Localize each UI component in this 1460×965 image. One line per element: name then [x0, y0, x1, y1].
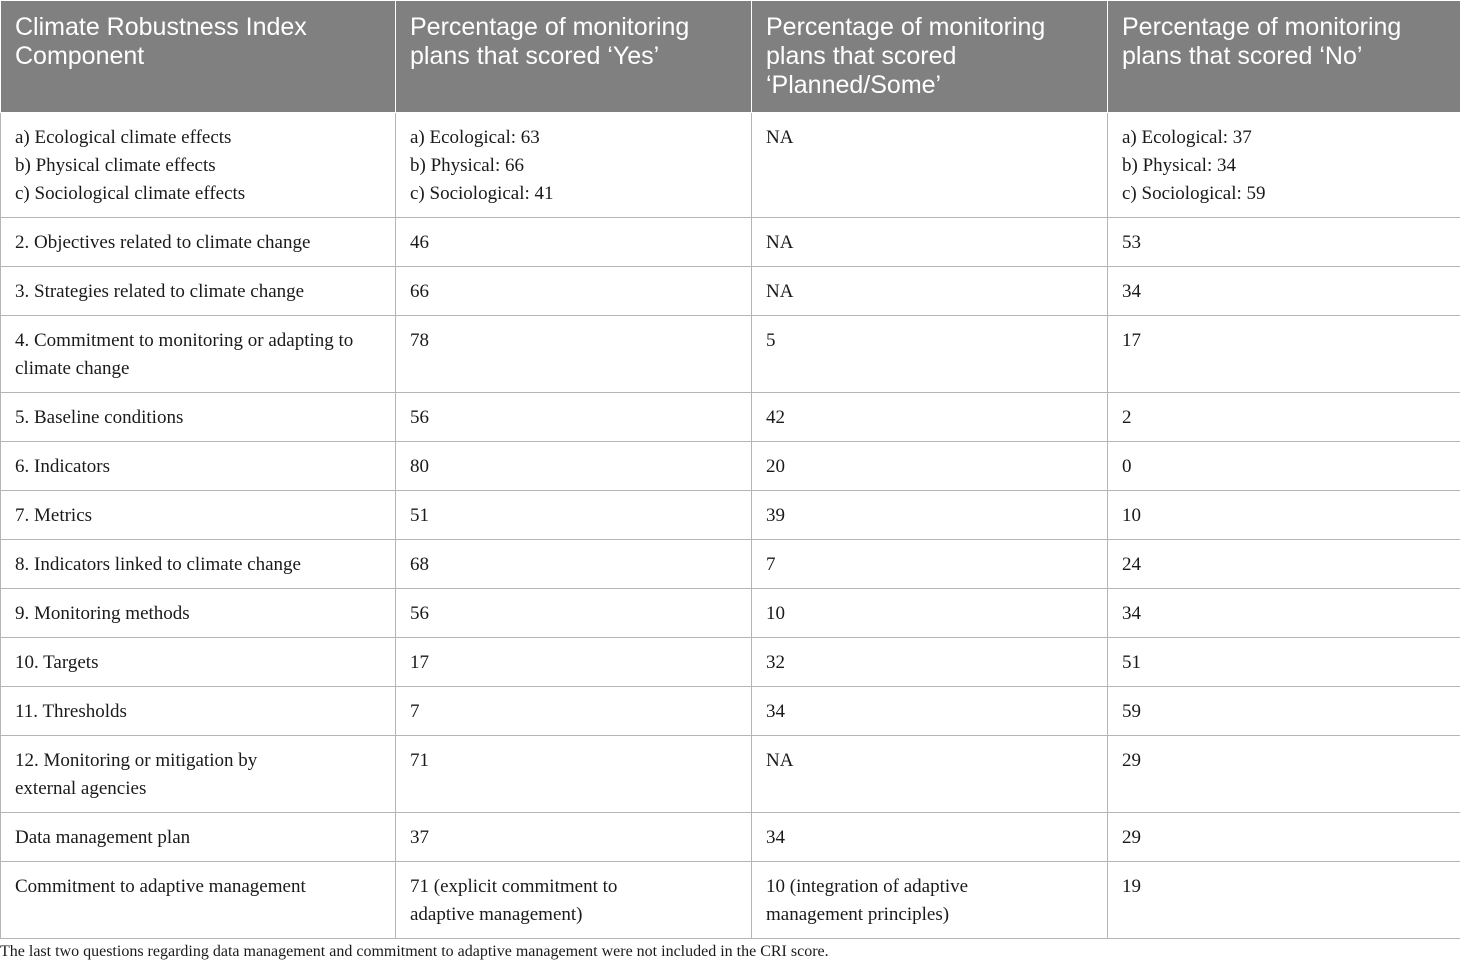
- table-row: [1, 316, 1460, 393]
- component-cell: [1, 113, 396, 218]
- header-row: [1, 1, 1460, 113]
- no-cell: 24: [1108, 540, 1460, 589]
- no-cell: 10: [1108, 491, 1460, 540]
- planned-cell: [752, 862, 1108, 939]
- component-cell: 8. Indicators linked to climate change: [1, 540, 396, 589]
- planned-cell: 34: [752, 813, 1108, 862]
- table-footnote: The last two questions regarding data management and commitment to adaptive management were not included in the CRI score.: [0, 943, 829, 960]
- table-row: [1, 813, 1460, 862]
- cell-line: a) Ecological climate effects: [15, 127, 232, 148]
- no-cell: 34: [1108, 589, 1460, 638]
- yes-cell: 78: [396, 316, 752, 393]
- no-cell: 34: [1108, 267, 1460, 316]
- table-row: [1, 862, 1460, 939]
- planned-cell: 20: [752, 442, 1108, 491]
- yes-cell: 80: [396, 442, 752, 491]
- table-row: [1, 736, 1460, 813]
- planned-cell: NA: [752, 218, 1108, 267]
- yes-cell: 56: [396, 393, 752, 442]
- component-cell: Commitment to adaptive management: [1, 862, 396, 939]
- planned-cell: 5: [752, 316, 1108, 393]
- component-cell: 9. Monitoring methods: [1, 589, 396, 638]
- planned-cell: NA: [752, 267, 1108, 316]
- no-cell: 29: [1108, 813, 1460, 862]
- no-cell: 29: [1108, 736, 1460, 813]
- yes-cell: 66: [396, 267, 752, 316]
- cell-line: c) Sociological: 41: [410, 183, 554, 204]
- no-cell: 2: [1108, 393, 1460, 442]
- cell-line: a) Ecological: 37: [1122, 127, 1252, 148]
- component-cell: 10. Targets: [1, 638, 396, 687]
- cell-line: a) Ecological: 63: [410, 127, 540, 148]
- planned-cell: 34: [752, 687, 1108, 736]
- component-cell: 6. Indicators: [1, 442, 396, 491]
- planned-cell: 32: [752, 638, 1108, 687]
- table-row: [1, 638, 1460, 687]
- cell-line: external agencies: [15, 778, 147, 799]
- cell-line: 10 (integration of adaptive: [766, 876, 969, 897]
- cell-line: b) Physical: 34: [1122, 155, 1236, 176]
- no-cell: 59: [1108, 687, 1460, 736]
- component-cell: [1, 736, 396, 813]
- cell-line: 12. Monitoring or mitigation by: [15, 750, 258, 771]
- cell-line: b) Physical climate effects: [15, 155, 216, 176]
- table-row: [1, 540, 1460, 589]
- component-cell: 2. Objectives related to climate change: [1, 218, 396, 267]
- yes-cell: 46: [396, 218, 752, 267]
- no-cell: 0: [1108, 442, 1460, 491]
- yes-cell: 7: [396, 687, 752, 736]
- yes-cell: 68: [396, 540, 752, 589]
- table-row: [1, 687, 1460, 736]
- component-cell: 7. Metrics: [1, 491, 396, 540]
- planned-cell: NA: [752, 113, 1108, 218]
- table-row: [1, 393, 1460, 442]
- yes-cell: 56: [396, 589, 752, 638]
- yes-cell: [396, 862, 752, 939]
- cell-line: c) Sociological climate effects: [15, 183, 246, 204]
- no-cell: [1108, 113, 1460, 218]
- header-component: Climate Robustness Index Component: [1, 1, 396, 113]
- no-cell: 17: [1108, 316, 1460, 393]
- header-no: Percentage of monitoring plans that scored ‘No’: [1108, 1, 1460, 113]
- table-row: [1, 442, 1460, 491]
- cell-line: management principles): [766, 904, 950, 925]
- table-row: [1, 589, 1460, 638]
- no-cell: 53: [1108, 218, 1460, 267]
- table-row: [1, 267, 1460, 316]
- header-planned: Percentage of monitoring plans that scored ‘Planned/Some’: [752, 1, 1108, 113]
- yes-cell: 71: [396, 736, 752, 813]
- cell-line: 71 (explicit commitment to: [410, 876, 618, 897]
- planned-cell: 10: [752, 589, 1108, 638]
- planned-cell: 39: [752, 491, 1108, 540]
- cell-line: adaptive management): [410, 904, 583, 925]
- planned-cell: 42: [752, 393, 1108, 442]
- yes-cell: [396, 113, 752, 218]
- cell-line: b) Physical: 66: [410, 155, 524, 176]
- component-cell: 4. Commitment to monitoring or adapting to climate change: [1, 316, 396, 393]
- yes-cell: 37: [396, 813, 752, 862]
- planned-cell: NA: [752, 736, 1108, 813]
- component-cell: Data management plan: [1, 813, 396, 862]
- yes-cell: 51: [396, 491, 752, 540]
- component-cell: 5. Baseline conditions: [1, 393, 396, 442]
- cell-line: c) Sociological: 59: [1122, 183, 1266, 204]
- yes-cell: 17: [396, 638, 752, 687]
- component-cell: 11. Thresholds: [1, 687, 396, 736]
- header-yes: Percentage of monitoring plans that scored ‘Yes’: [396, 1, 752, 113]
- planned-cell: 7: [752, 540, 1108, 589]
- table-row: [1, 113, 1460, 218]
- table-row: [1, 491, 1460, 540]
- table-row: [1, 218, 1460, 267]
- no-cell: 19: [1108, 862, 1460, 939]
- no-cell: 51: [1108, 638, 1460, 687]
- component-cell: 3. Strategies related to climate change: [1, 267, 396, 316]
